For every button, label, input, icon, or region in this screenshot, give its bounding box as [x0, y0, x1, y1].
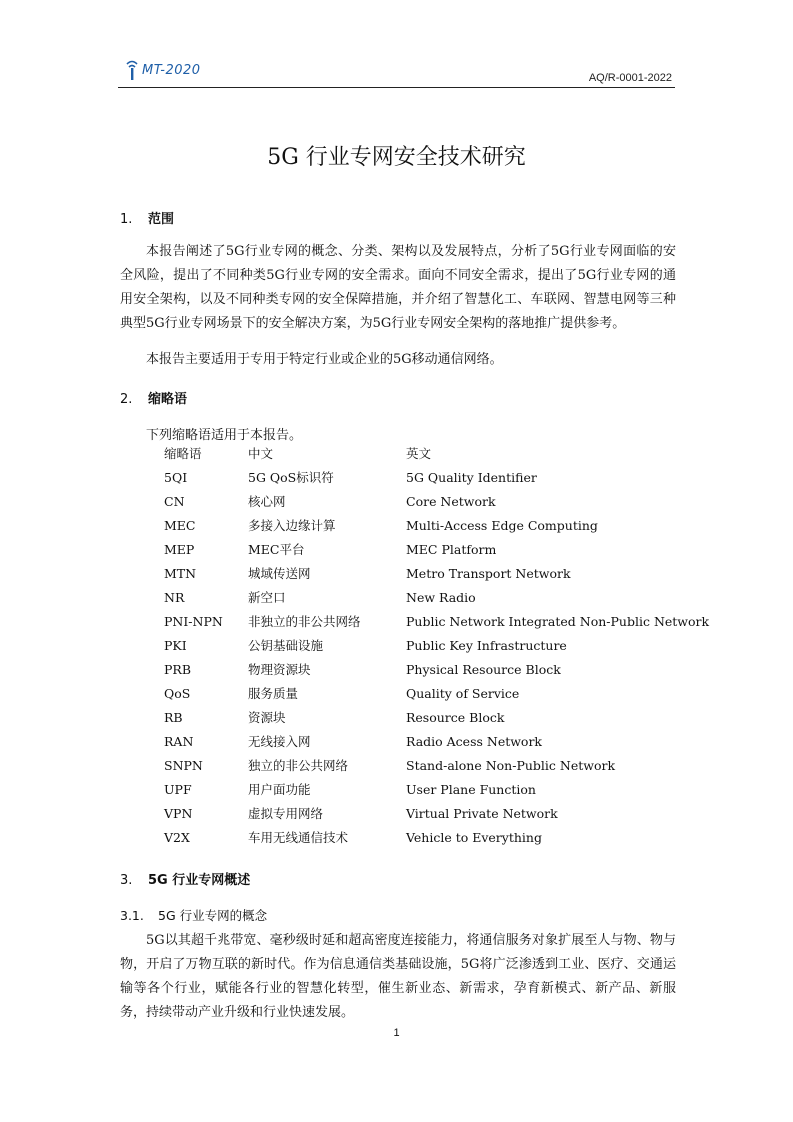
table-row	[164, 585, 709, 609]
english-term-cell: MEC Platform	[406, 541, 497, 557]
table-row	[164, 777, 709, 801]
abbreviation-cell: CN	[164, 493, 185, 509]
section-title: 5G 行业专网概述	[148, 873, 251, 888]
chinese-term-cell: 5G QoS标识符	[248, 470, 334, 485]
english-term-cell: Metro Transport Network	[406, 565, 571, 581]
section-3-1-paragraph: 5G以其超千兆带宽、毫秒级时延和超高密度连接能力，将通信服务对象扩展至人与物、物与物，开启了万物互联的新时代。作为信息通信类基础设施，5G将广泛渗透到工业、医疗、交通运输等各个行业，赋能各行业的智慧化转型，催生新业态、新需求，孕育新模式、新产品、新服务，持续带动产业升级和行业快速发展。	[120, 933, 676, 1020]
chinese-term-cell: 物理资源块	[248, 662, 311, 677]
abbreviation-cell: SNPN	[164, 757, 203, 773]
abbreviation-cell: RAN	[164, 733, 194, 749]
chinese-term-cell: 虚拟专用网络	[248, 806, 324, 821]
english-term-cell: Public Key Infrastructure	[406, 637, 567, 653]
abbreviation-cell: RB	[164, 709, 183, 725]
chinese-term-cell: 用户面功能	[248, 782, 311, 797]
chinese-term-cell: 服务质量	[248, 686, 299, 701]
english-term-cell: Radio Acess Network	[406, 733, 543, 749]
chinese-term-cell: 资源块	[248, 710, 286, 725]
column-header: 中文	[248, 446, 274, 461]
abbreviations-intro: 下列缩略语适用于本报告。	[146, 428, 303, 443]
chinese-term-cell: 车用无线通信技术	[248, 830, 349, 845]
table-row	[164, 465, 709, 489]
english-term-cell: Core Network	[406, 493, 496, 509]
section-title: 范围	[148, 212, 175, 227]
english-term-cell: Virtual Private Network	[406, 805, 558, 821]
english-term-cell: Stand-alone Non-Public Network	[406, 757, 616, 773]
subsection-number: 3.1.	[120, 908, 144, 923]
column-header: 缩略语	[164, 446, 202, 461]
table-row	[164, 561, 709, 585]
abbreviation-cell: MEC	[164, 517, 196, 533]
english-term-cell: Resource Block	[406, 709, 505, 725]
section-number: 2.	[120, 392, 133, 407]
section-1-paragraph-1: 本报告阐述了5G行业专网的概念、分类、架构以及发展特点，分析了5G行业专网面临的安全风险，提出了不同种类5G行业专网的安全需求。面向不同安全需求，提出了5G行业专网的通用安全架构，以及不同种类专网的安全保障措施，并介绍了智慧化工、车联网、智慧电网等三种典型5G行业专网场景下的安全解决方案，为5G行业专网安全架构的落地推广提供参考。	[120, 244, 676, 331]
chinese-term-cell: 无线接入网	[248, 734, 311, 749]
abbreviation-cell: MEP	[164, 541, 195, 557]
chinese-term-cell: MEC平台	[248, 542, 305, 557]
abbreviation-cell: 5QI	[164, 469, 188, 485]
english-term-cell: New Radio	[406, 589, 476, 605]
document-title: 5G 行业专网安全技术研究	[267, 145, 526, 170]
abbreviations-table	[164, 441, 709, 849]
english-term-cell: Multi-Access Edge Computing	[406, 517, 598, 533]
section-2-heading	[120, 388, 187, 407]
english-term-cell: 5G Quality Identifier	[406, 469, 537, 485]
table-row	[164, 801, 709, 825]
logo-text: MT-2020	[142, 62, 201, 78]
table-row	[164, 609, 709, 633]
page-number: 1	[393, 1027, 400, 1039]
abbreviation-cell: UPF	[164, 781, 192, 797]
abbreviation-cell: VPN	[164, 805, 193, 821]
abbreviation-cell: PRB	[164, 661, 192, 677]
table-row	[164, 537, 709, 561]
english-term-cell: Quality of Service	[406, 685, 520, 701]
english-term-cell: Public Network Integrated Non-Public Network	[406, 613, 710, 629]
subsection-title: 5G 行业专网的概念	[158, 908, 268, 923]
section-1-paragraph-2: 本报告主要适用于专用于特定行业或企业的5G移动通信网络。	[146, 352, 503, 367]
abbreviation-cell: PNI-NPN	[164, 613, 223, 629]
imt-2020-logo	[124, 58, 201, 82]
english-term-cell: Physical Resource Block	[406, 661, 561, 677]
section-number: 1.	[120, 212, 133, 227]
section-3-1-heading	[120, 906, 267, 924]
table-row	[164, 753, 709, 777]
abbreviation-cell: V2X	[164, 829, 190, 845]
chinese-term-cell: 城域传送网	[248, 566, 311, 581]
document-number: AQ/R-0001-2022	[588, 72, 672, 84]
table-row	[164, 825, 709, 849]
chinese-term-cell: 新空口	[248, 590, 286, 605]
chinese-term-cell: 多接入边缘计算	[248, 518, 336, 533]
english-term-cell: User Plane Function	[406, 781, 536, 797]
table-row	[164, 681, 709, 705]
antenna-logo-icon	[124, 58, 140, 82]
table-row	[164, 489, 709, 513]
table-header-row	[164, 441, 709, 465]
table-row	[164, 513, 709, 537]
abbreviation-cell: QoS	[164, 685, 191, 701]
abbreviation-cell: PKI	[164, 637, 187, 653]
chinese-term-cell: 非独立的非公共网络	[248, 614, 361, 629]
table-row	[164, 705, 709, 729]
abbreviation-cell: NR	[164, 589, 185, 605]
table-row	[164, 729, 709, 753]
section-number: 3.	[120, 873, 133, 888]
chinese-term-cell: 核心网	[248, 494, 286, 509]
chinese-term-cell: 公钥基础设施	[248, 638, 324, 653]
english-term-cell: Vehicle to Everything	[406, 829, 542, 845]
header-divider	[118, 87, 675, 88]
table-row	[164, 657, 709, 681]
abbreviation-cell: MTN	[164, 565, 197, 581]
table-row	[164, 633, 709, 657]
section-1-heading	[120, 208, 174, 227]
section-3-heading	[120, 869, 250, 888]
chinese-term-cell: 独立的非公共网络	[248, 758, 349, 773]
section-title: 缩略语	[148, 392, 188, 407]
column-header: 英文	[406, 446, 432, 461]
